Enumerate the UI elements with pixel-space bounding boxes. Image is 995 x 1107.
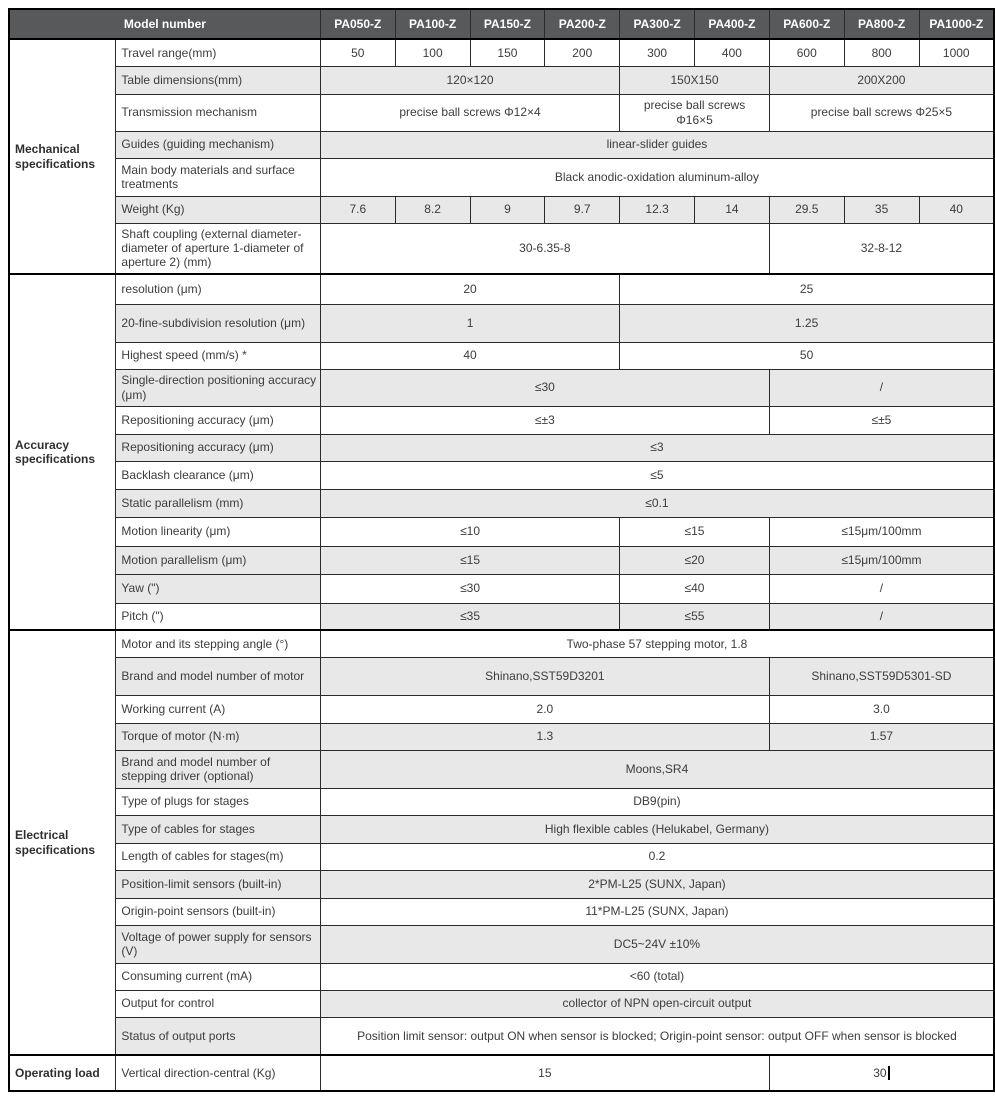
value-cell: 1	[320, 304, 619, 342]
group-label-cell: Operating load	[9, 1055, 116, 1091]
row-label-cell: resolution (μm)	[116, 274, 320, 304]
value-cell: 7.6	[320, 196, 395, 223]
table-row	[9, 870, 994, 898]
table-row	[9, 94, 994, 131]
table-row	[9, 695, 994, 723]
value-cell: ≤35	[320, 603, 619, 630]
value-cell: 100	[395, 39, 470, 66]
table-row	[9, 925, 994, 963]
table-row	[9, 898, 994, 925]
value-cell: ≤15	[620, 517, 770, 546]
value-cell: 400	[695, 39, 770, 66]
value-cell: 50	[320, 39, 395, 66]
value-cell: 2*PM-L25 (SUNX, Japan)	[320, 870, 994, 898]
value-cell: 150X150	[620, 66, 770, 94]
value-cell: precise ball screws Φ12×4	[320, 94, 619, 131]
value-cell: High flexible cables (Helukabel, Germany)	[320, 815, 994, 843]
table-row	[9, 1055, 994, 1091]
value-cell: precise ball screws Φ25×5	[769, 94, 994, 131]
column-header-model: PA600-Z	[769, 9, 844, 39]
value-cell: 40	[320, 342, 619, 369]
spec-table	[8, 8, 995, 1092]
row-label-cell: Output for control	[116, 990, 320, 1017]
page	[0, 8, 995, 1107]
value-cell: ≤30	[320, 574, 619, 603]
table-header	[9, 9, 994, 39]
row-label-cell: Brand and model number of motor	[116, 657, 320, 695]
table-row	[9, 369, 994, 406]
table-row	[9, 788, 994, 815]
value-cell: 200X200	[769, 66, 994, 94]
column-header-model-number: Model number	[9, 9, 320, 39]
row-label-cell: Length of cables for stages(m)	[116, 843, 320, 870]
table-row	[9, 574, 994, 603]
table-row	[9, 657, 994, 695]
value-cell: 8.2	[395, 196, 470, 223]
value-cell: <60 (total)	[320, 963, 994, 990]
value-cell: 120×120	[320, 66, 619, 94]
row-label-cell: Weight (Kg)	[116, 196, 320, 223]
value-cell: collector of NPN open-circuit output	[320, 990, 994, 1017]
group-label-cell: Electrical specifications	[9, 630, 116, 1055]
value-cell: 300	[620, 39, 695, 66]
group-label-cell: Mechanical specifications	[9, 39, 116, 274]
value-cell: 1.57	[769, 723, 994, 750]
row-label-cell: 20-fine-subdivision resolution (μm)	[116, 304, 320, 342]
row-label-cell: Brand and model number of stepping driver (optional)	[116, 750, 320, 788]
row-label-cell: Position-limit sensors (built-in)	[116, 870, 320, 898]
text-cursor	[888, 1066, 890, 1080]
value-cell: ≤15μm/100mm	[769, 546, 994, 574]
value-cell: DC5~24V ±10%	[320, 925, 994, 963]
table-row	[9, 603, 994, 630]
value-cell: 3.0	[769, 695, 994, 723]
row-label-cell: Motion linearity (μm)	[116, 517, 320, 546]
row-label-cell: Highest speed (mm/s) *	[116, 342, 320, 369]
value-cell: 40	[919, 196, 994, 223]
value-cell: 20	[320, 274, 619, 304]
table-row	[9, 963, 994, 990]
row-label-cell: Guides (guiding mechanism)	[116, 131, 320, 158]
value-cell: DB9(pin)	[320, 788, 994, 815]
value-cell: Shinano,SST59D3201	[320, 657, 769, 695]
column-header-model: PA150-Z	[470, 9, 545, 39]
value-cell: ≤15μm/100mm	[769, 517, 994, 546]
value-cell: 200	[545, 39, 620, 66]
value-cell: ≤0.1	[320, 489, 994, 517]
table-row	[9, 196, 994, 223]
table-row	[9, 434, 994, 461]
row-label-cell: Transmission mechanism	[116, 94, 320, 131]
value-cell: 150	[470, 39, 545, 66]
table-row	[9, 815, 994, 843]
group-label-cell: Accuracy specifications	[9, 274, 116, 630]
row-label-cell: Motor and its stepping angle (°)	[116, 630, 320, 657]
row-label-cell: Pitch (")	[116, 603, 320, 630]
value-cell: Black anodic-oxidation aluminum-alloy	[320, 158, 994, 196]
value-cell: 32-8-12	[769, 223, 994, 274]
value-cell: ≤5	[320, 461, 994, 489]
table-row	[9, 39, 994, 66]
row-label-cell: Torque of motor (N·m)	[116, 723, 320, 750]
value-cell: precise ball screws Φ16×5	[620, 94, 770, 131]
value-cell: ≤±3	[320, 406, 769, 434]
value-cell: 1.25	[620, 304, 994, 342]
value-cell: 2.0	[320, 695, 769, 723]
row-label-cell: Type of cables for stages	[116, 815, 320, 843]
row-label-cell: Travel range(mm)	[116, 39, 320, 66]
table-row	[9, 546, 994, 574]
value-cell: 25	[620, 274, 994, 304]
value-cell: /	[769, 574, 994, 603]
table-row	[9, 342, 994, 369]
row-label-cell: Working current (A)	[116, 695, 320, 723]
value-cell: ≤40	[620, 574, 770, 603]
table-row	[9, 304, 994, 342]
column-header-model: PA300-Z	[620, 9, 695, 39]
row-label-cell: Vertical direction-central (Kg)	[116, 1055, 320, 1091]
table-row	[9, 406, 994, 434]
value-cell: ≤55	[620, 603, 770, 630]
value-cell: 1000	[919, 39, 994, 66]
row-label-cell: Motion parallelism (μm)	[116, 546, 320, 574]
value-cell: ≤20	[620, 546, 770, 574]
value-cell: ≤15	[320, 546, 619, 574]
value-cell: 50	[620, 342, 994, 369]
table-row	[9, 750, 994, 788]
value-cell: /	[769, 369, 994, 406]
column-header-model: PA100-Z	[395, 9, 470, 39]
row-label-cell: Static parallelism (mm)	[116, 489, 320, 517]
row-label-cell: Backlash clearance (μm)	[116, 461, 320, 489]
column-header-model: PA200-Z	[545, 9, 620, 39]
row-label-cell: Table dimensions(mm)	[116, 66, 320, 94]
column-header-model: PA1000-Z	[919, 9, 994, 39]
table-row	[9, 630, 994, 657]
value-cell: linear-slider guides	[320, 131, 994, 158]
value-cell: Moons,SR4	[320, 750, 994, 788]
value-cell: 9	[470, 196, 545, 223]
column-header-model: PA800-Z	[844, 9, 919, 39]
row-label-cell: Repositioning accuracy (μm)	[116, 434, 320, 461]
table-body	[9, 39, 994, 1091]
value-cell: ≤30	[320, 369, 769, 406]
value-cell: 1.3	[320, 723, 769, 750]
row-label-cell: Consuming current (mA)	[116, 963, 320, 990]
table-row	[9, 990, 994, 1017]
row-label-cell: Main body materials and surface treatments	[116, 158, 320, 196]
value-cell: ≤10	[320, 517, 619, 546]
table-row	[9, 131, 994, 158]
table-row	[9, 223, 994, 274]
value-cell: 12.3	[620, 196, 695, 223]
value-cell: 30-6.35-8	[320, 223, 769, 274]
row-label-cell: Voltage of power supply for sensors (V)	[116, 925, 320, 963]
table-row	[9, 274, 994, 304]
value-cell: 9.7	[545, 196, 620, 223]
table-row	[9, 158, 994, 196]
value-cell: ≤±5	[769, 406, 994, 434]
table-row	[9, 517, 994, 546]
header-row	[9, 9, 994, 39]
row-label-cell: Origin-point sensors (built-in)	[116, 898, 320, 925]
row-label-cell: Status of output ports	[116, 1017, 320, 1055]
value-cell: 15	[320, 1055, 769, 1091]
value-cell: 0.2	[320, 843, 994, 870]
row-label-cell: Type of plugs for stages	[116, 788, 320, 815]
value-cell: 30	[769, 1055, 994, 1091]
table-row	[9, 489, 994, 517]
value-cell: 29.5	[769, 196, 844, 223]
table-row	[9, 66, 994, 94]
value-cell: Shinano,SST59D5301-SD	[769, 657, 994, 695]
value-cell: 600	[769, 39, 844, 66]
value-cell: 35	[844, 196, 919, 223]
value-cell: 800	[844, 39, 919, 66]
value-cell: 14	[695, 196, 770, 223]
table-row	[9, 461, 994, 489]
row-label-cell: Yaw (")	[116, 574, 320, 603]
value-cell: ≤3	[320, 434, 994, 461]
value-cell: /	[769, 603, 994, 630]
column-header-model: PA050-Z	[320, 9, 395, 39]
table-row	[9, 723, 994, 750]
value-cell: 11*PM-L25 (SUNX, Japan)	[320, 898, 994, 925]
value-cell: Position limit sensor: output ON when sensor is blocked; Origin-point sensor: output OFF when sensor is blocked	[320, 1017, 994, 1055]
row-label-cell: Shaft coupling (external diameter-diameter of aperture 1-diameter of aperture 2) (mm)	[116, 223, 320, 274]
table-row	[9, 843, 994, 870]
row-label-cell: Repositioning accuracy (μm)	[116, 406, 320, 434]
column-header-model: PA400-Z	[695, 9, 770, 39]
table-row	[9, 1017, 994, 1055]
value-cell: Two-phase 57 stepping motor, 1.8	[320, 630, 994, 657]
row-label-cell: Single-direction positioning accuracy (μm)	[116, 369, 320, 406]
